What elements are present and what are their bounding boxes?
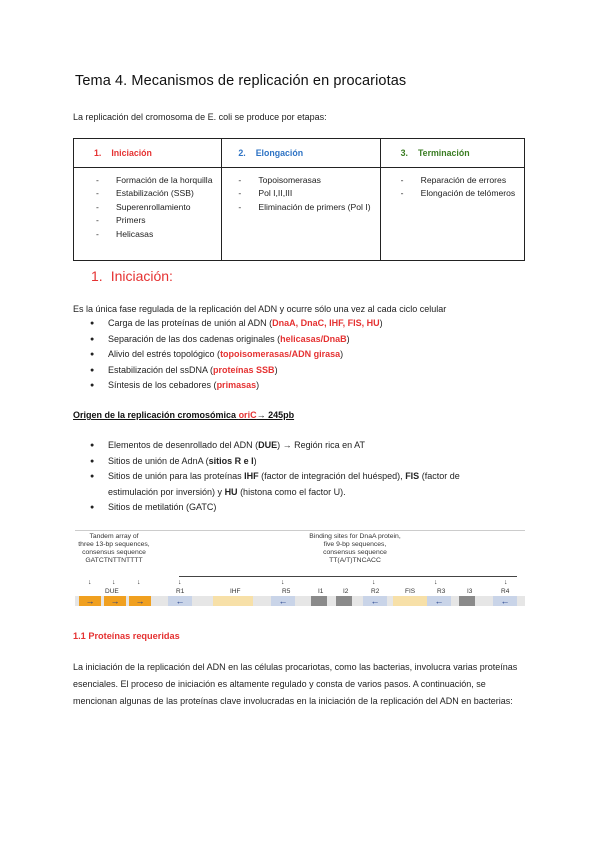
r3-arrow-icon: ← <box>427 596 451 606</box>
origin-bullets <box>90 438 460 516</box>
list-item: - Superenrollamiento <box>96 201 215 214</box>
dnaa-caption: Binding sites for DnaA protein, five 9-bp sequences, consensus sequence TT(A/T)TNCACC <box>309 533 401 564</box>
due-arrow-icon: → <box>129 596 151 606</box>
label-i1: I1 <box>318 588 324 595</box>
label-ihf: IHF <box>230 588 241 595</box>
phase-cell-2 <box>222 168 380 261</box>
label-r5: R5 <box>282 588 291 595</box>
phases-table <box>73 138 525 261</box>
phase-cell-1 <box>74 168 222 261</box>
subsection-paragraph: La iniciación de la replicación del ADN en las células procariotas, como las bacterias, involucra varias proteínas esenciales. El proceso de iniciación es altamente regulado y consta de varios pasos. A continuación, se mencionan algunas de las proteínas clave involucradas en la iniciación de la replicación del ADN en bacterias: <box>73 662 518 706</box>
i3-site <box>459 596 475 606</box>
arrow-down-icon: ↓ <box>504 579 508 586</box>
subsection-heading: 1.1 Proteínas requeridas <box>73 631 180 641</box>
arrow-down-icon: ↓ <box>137 579 141 586</box>
arrow-down-icon: ↓ <box>88 579 92 586</box>
label-r4: R4 <box>501 588 510 595</box>
fis-site <box>393 596 427 606</box>
r2-arrow-icon: ← <box>363 596 387 606</box>
list-item: - Formación de la horquilla <box>96 174 215 187</box>
origin-heading: Origen de la replicación cromosómica oriC→ 245pb <box>73 410 295 420</box>
label-i3: I3 <box>467 588 473 595</box>
due-arrow-icon: → <box>104 596 126 606</box>
r1-arrow-icon: ← <box>168 596 192 606</box>
oric-diagram <box>75 528 525 612</box>
list-item: ● Elementos de desenrollado del ADN (DUE) → Región rica en AT <box>90 438 460 454</box>
arrow-down-icon: ↓ <box>178 579 182 586</box>
arrow-down-icon: ↓ <box>281 579 285 586</box>
r5-arrow-icon: ← <box>271 596 295 606</box>
list-item: ● Carga de las proteínas de unión al ADN (DnaA, DnaC, IHF, FIS, HU) <box>90 316 383 332</box>
label-due: DUE <box>105 588 119 595</box>
label-i2: I2 <box>343 588 349 595</box>
list-item: ● Sitios de unión para las proteínas IHF (factor de integración del huésped), FIS (factor de estimulación por inversión) y HU (histona como el factor U). <box>90 469 460 500</box>
phase-header-1: 1. Iniciación <box>74 139 222 168</box>
diagram-top-border <box>75 530 525 531</box>
section-paragraph: Es la única fase regulada de la replicación del ADN y ocurre sólo una vez al cada ciclo celular <box>73 304 447 314</box>
list-item: - Primers <box>96 214 215 227</box>
phase-header-2: 2. Elongación <box>222 139 380 168</box>
list-item: - Elongación de telómeros <box>401 187 518 200</box>
list-item: ● Síntesis de los cebadores (primasas) <box>90 378 383 394</box>
label-r1: R1 <box>176 588 185 595</box>
dnaa-bracket-line <box>179 576 517 577</box>
list-item: ● Alivio del estrés topológico (topoisomerasas/ADN girasa) <box>90 347 383 363</box>
list-item: - Pol I,II,III <box>238 187 373 200</box>
list-item: ● Estabilización del ssDNA (proteínas SSB) <box>90 363 383 379</box>
list-item: ● Separación de las dos cadenas originales (helicasas/DnaB) <box>90 332 383 348</box>
label-r3: R3 <box>437 588 446 595</box>
list-item: ● Sitios de unión de AdnA (sitios R e I) <box>90 454 460 470</box>
arrow-down-icon: ↓ <box>372 579 376 586</box>
label-r2: R2 <box>371 588 380 595</box>
arrow-down-icon: ↓ <box>112 579 116 586</box>
list-item: - Helicasas <box>96 228 215 241</box>
ihf-site <box>213 596 253 606</box>
list-item: ● Sitios de metilatión (GATC) <box>90 500 460 516</box>
list-item: - Topoisomerasas <box>238 174 373 187</box>
due-caption: Tandem array of three 13-bp sequences, consensus sequence GATCTNTTNTTTT <box>78 533 150 564</box>
r4-arrow-icon: ← <box>493 596 517 606</box>
intro-text: La replicación del cromosoma de E. coli se produce por etapas: <box>73 112 327 122</box>
phase-header-3: 3. Terminación <box>380 139 524 168</box>
i2-site <box>336 596 352 606</box>
phase-cell-3 <box>380 168 524 261</box>
section-heading-iniciacion: 1. Iniciación: <box>91 268 173 284</box>
page-title: Tema 4. Mecanismos de replicación en procariotas <box>75 73 407 89</box>
list-item: - Reparación de errores <box>401 174 518 187</box>
list-item: - Estabilización (SSB) <box>96 187 215 200</box>
due-arrow-icon: → <box>79 596 101 606</box>
i1-site <box>311 596 327 606</box>
arrow-down-icon: ↓ <box>434 579 438 586</box>
initiation-bullets <box>90 316 383 394</box>
label-fis: FIS <box>405 588 416 595</box>
list-item: - Eliminación de primers (Pol I) <box>238 201 373 214</box>
